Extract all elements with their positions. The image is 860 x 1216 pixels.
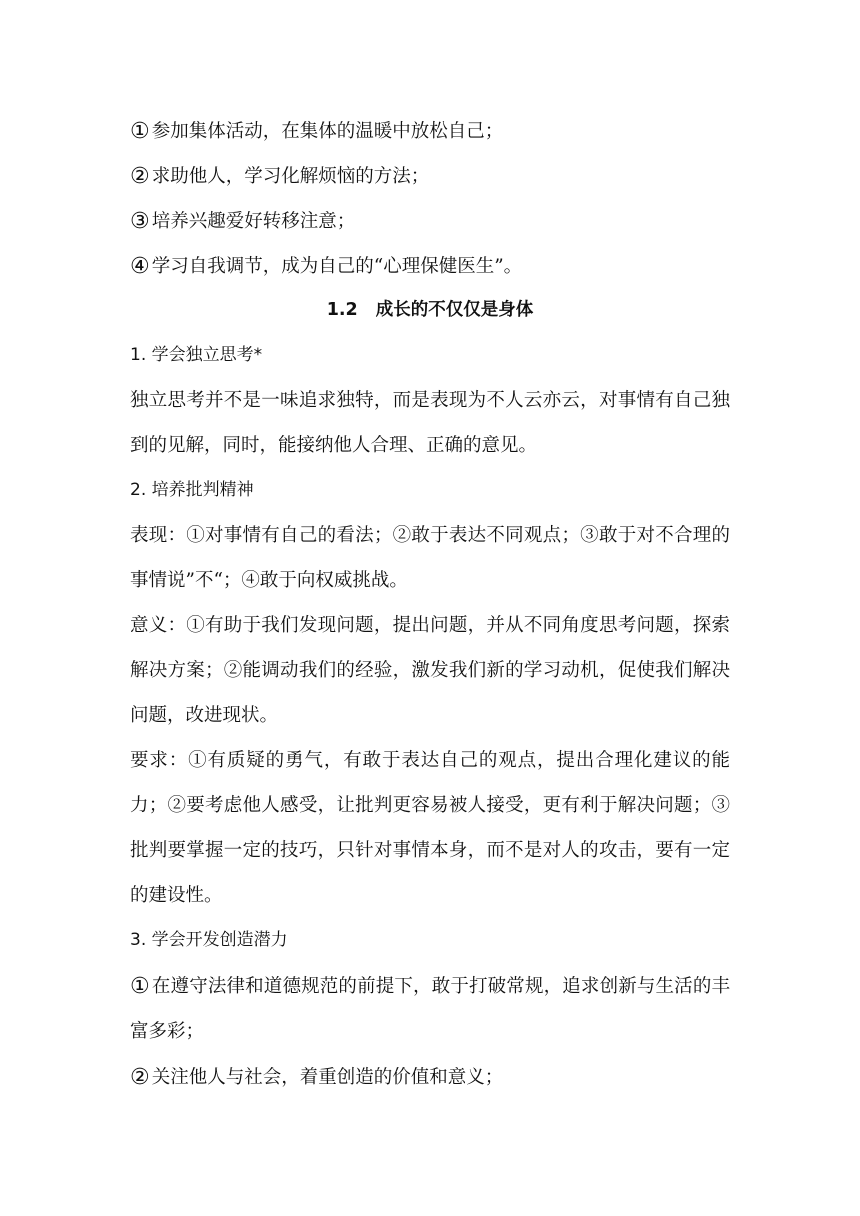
list-item-text: 求助他人，学习化解烦恼的方法； [151,166,430,187]
section-heading [130,288,730,333]
list-item [130,1054,730,1099]
list-item-text: 培养兴趣爱好转移注意； [151,211,356,232]
document-page [130,108,730,1099]
list-item-text: 关注他人与社会，着重创造的价值和意义； [151,1067,504,1088]
subsection-heading-critical-spirit: 2. 培养批判精神 [130,480,254,500]
paragraph-expression: 表现：①对事情有自己的看法；②敢于表达不同观点；③敢于对不合理的事情说”不“；④敢于向权威挑战。 [130,525,730,591]
section-title: 成长的不仅仅是身体 [375,300,534,320]
list-item-text: 参加集体活动，在集体的温暖中放松自己； [151,121,504,142]
list-marker: ① [130,119,150,144]
list-item-text: 在遵守法律和道德规范的前提下，敢于打破常规，追求创新与生活的丰富多彩； [130,976,730,1042]
list-item [130,153,730,198]
list-marker: ② [130,1065,150,1090]
paragraph-requirement: 要求：①有质疑的勇气，有敢于表达自己的观点，提出合理化建议的能力；②要考虑他人感受，让批判更容易被人接受，更有利于解决问题；③批判要掌握一定的技巧，只针对事情本身，而不是对人的攻击，要有一定的建设性。 [130,750,730,906]
list-item [130,108,730,153]
list-marker: ② [130,164,150,189]
section-number: 1.2 [326,300,358,320]
list-item [130,963,730,1054]
list-marker: ④ [130,254,150,279]
list-item-text: 学习自我调节，成为自己的“心理保健医生”。 [151,256,523,277]
paragraph-meaning: 意义：①有助于我们发现问题，提出问题，并从不同角度思考问题，探索解决方案；②能调动我们的经验，激发我们新的学习动机，促使我们解决问题，改进现状。 [130,615,730,726]
list-marker: ① [130,974,150,999]
subsection-heading-independent-thinking: 1. 学会独立思考* [130,345,263,365]
list-item [130,243,730,288]
list-marker: ③ [130,209,150,234]
list-item [130,198,730,243]
subsection-heading-creativity: 3. 学会开发创造潜力 [130,930,288,950]
paragraph-independent-thinking: 独立思考并不是一味追求独特，而是表现为不人云亦云，对事情有自己独到的见解，同时，能接纳他人合理、正确的意见。 [130,390,730,456]
